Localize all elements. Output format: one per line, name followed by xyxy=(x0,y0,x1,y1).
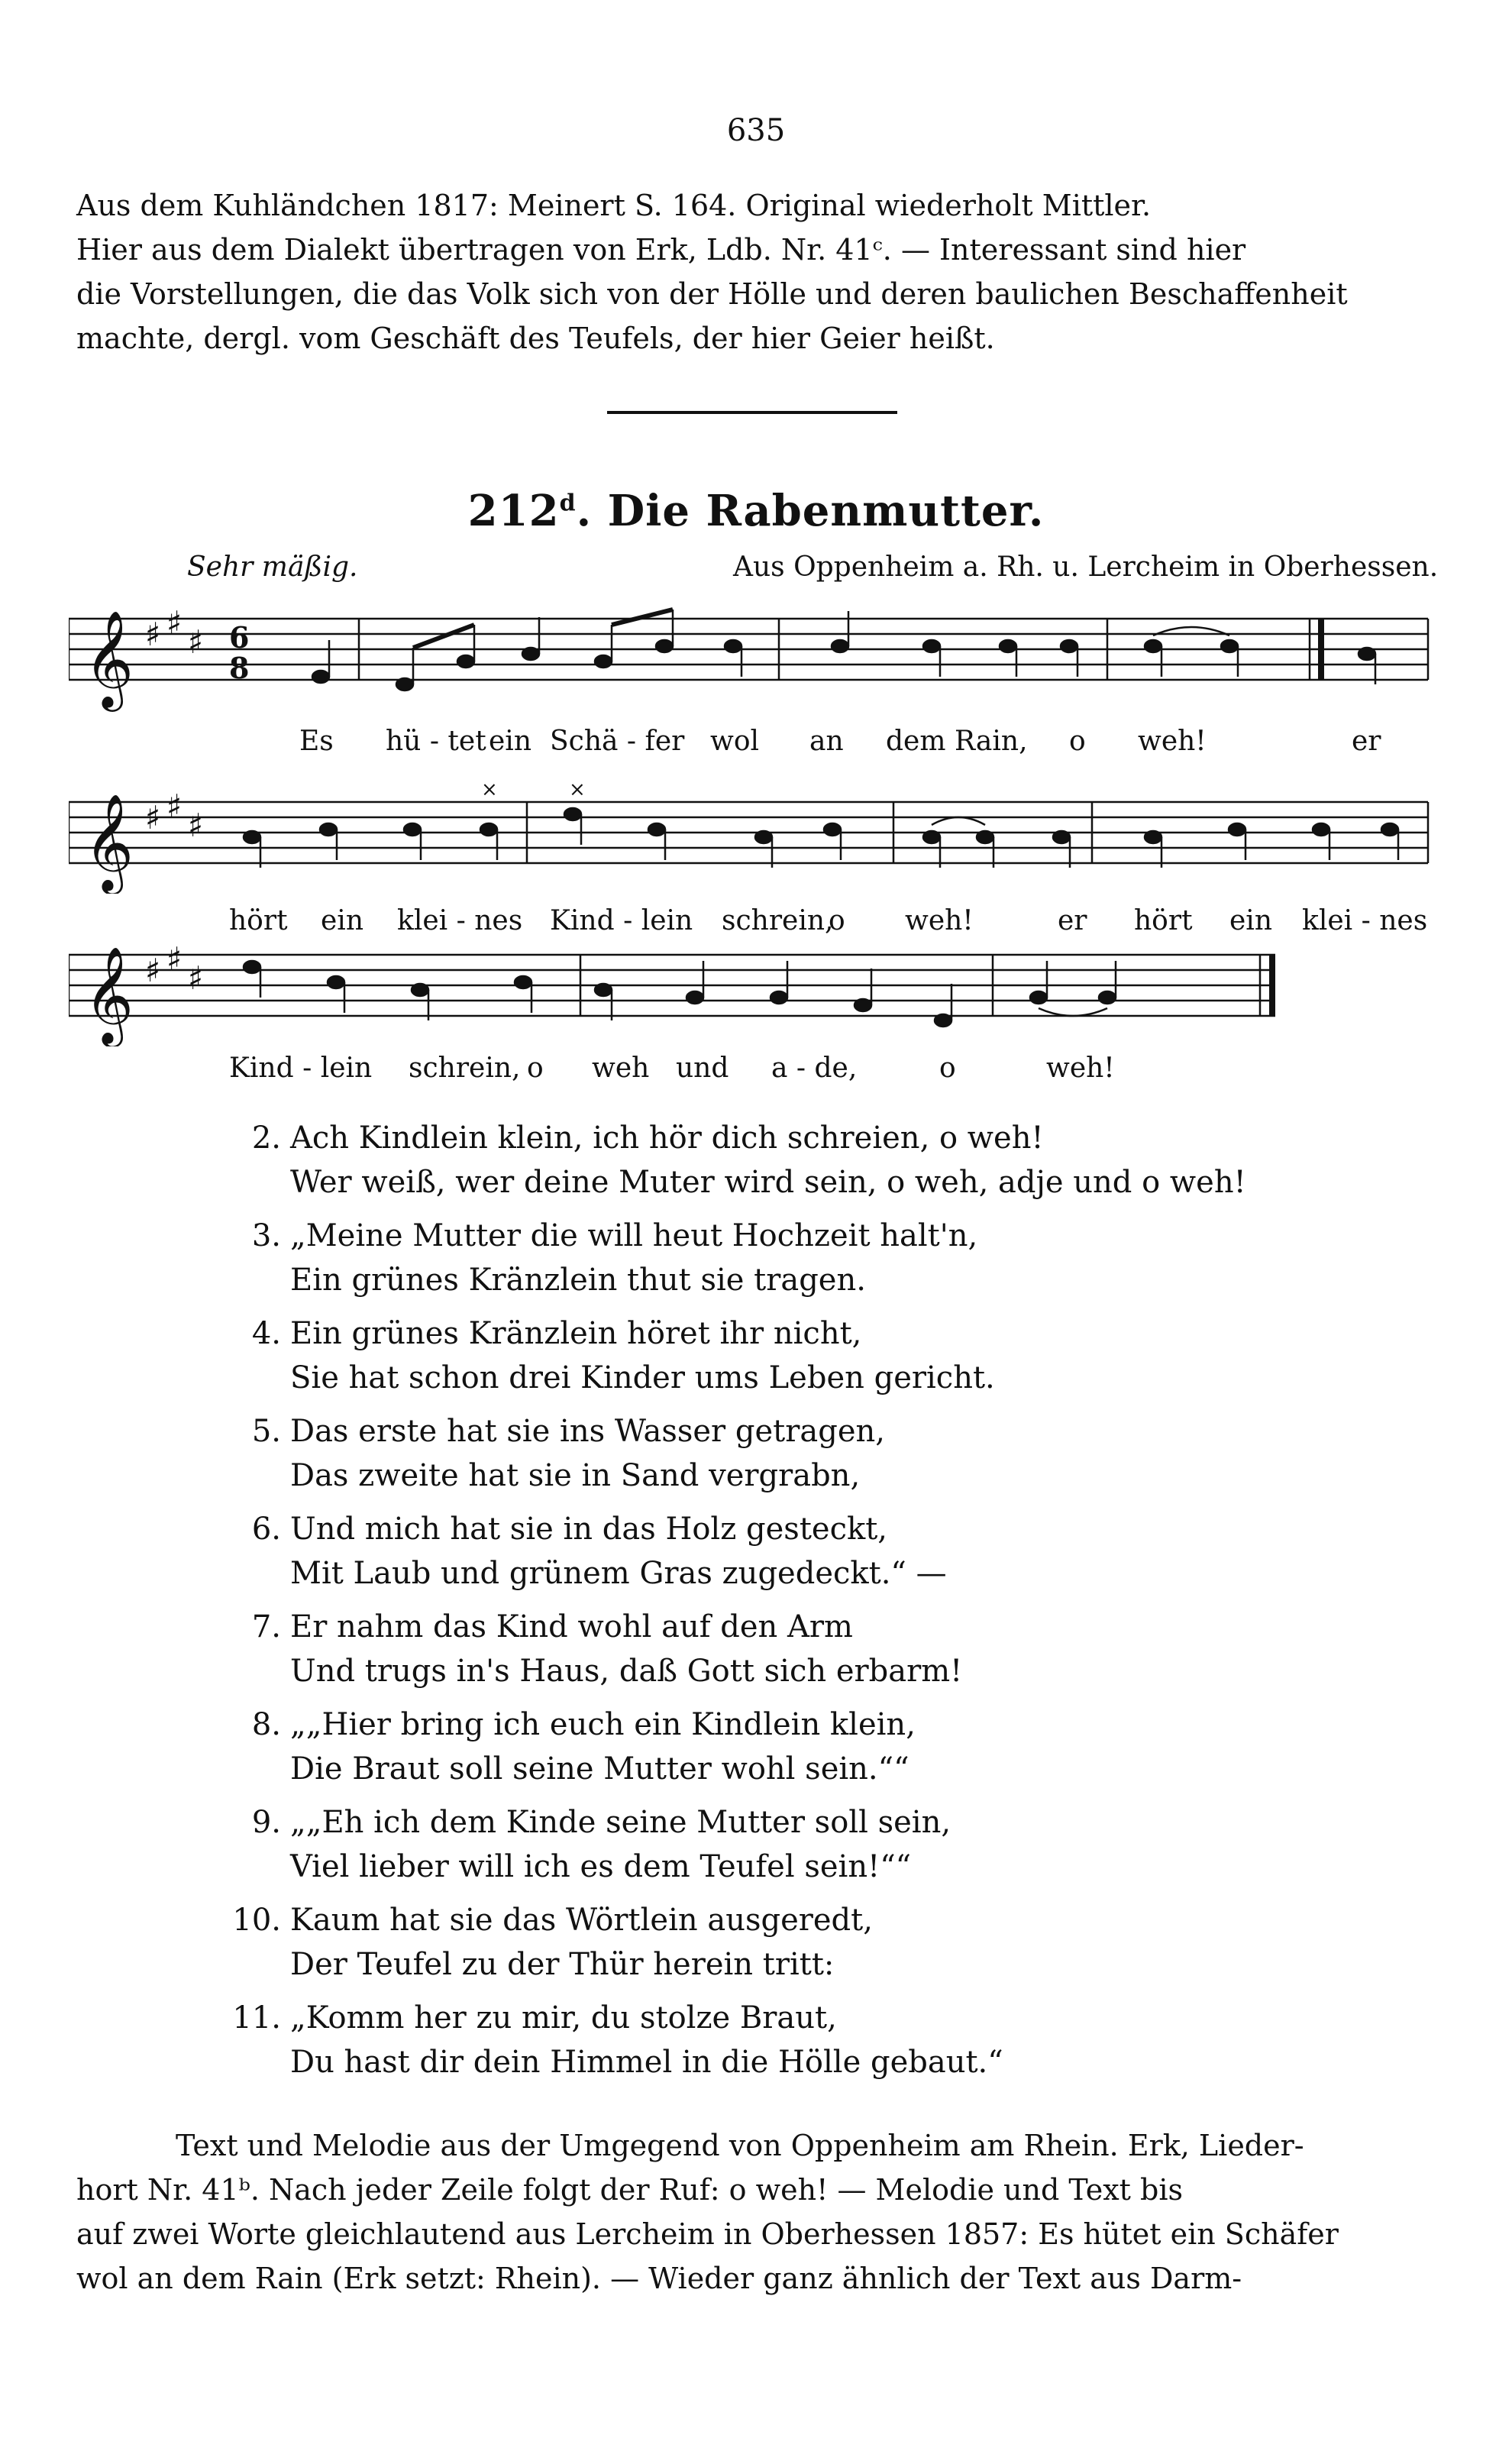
lyric-syllable: weh xyxy=(592,1053,650,1084)
footer-line: hort Nr. 41ᵇ. Nach jeder Zeile folgt der Ruf: o weh! — Melodie und Text bis xyxy=(76,2173,1184,2207)
lyric-syllable: er xyxy=(1058,905,1087,936)
verse-line: „Meine Mutter die will heut Hochzeit halt'n, xyxy=(290,1218,978,1253)
verse-line: Der Teufel zu der Thür herein tritt: xyxy=(290,1947,835,1982)
verse-number: 8. xyxy=(251,1707,281,1742)
song-title: 212$^d$. Die Rabenmutter. xyxy=(467,486,1045,536)
verse-line: „Komm her zu mir, du stolze Braut, xyxy=(290,2000,837,2036)
sharp-icon: ♯ xyxy=(166,604,183,642)
footer-line: auf zwei Worte gleichlautend aus Lercheim in Oberhessen 1857: Es hütet ein Schäfer xyxy=(76,2217,1339,2251)
treble-clef-icon: 𝄞 xyxy=(84,793,134,891)
lyric-syllable: ein xyxy=(1229,905,1273,936)
music-staff-1 xyxy=(69,603,1443,718)
lyric-syllable: o xyxy=(527,1053,544,1084)
lyric-syllable: Rain, xyxy=(955,726,1028,757)
lyric-syllable: ein xyxy=(489,726,532,757)
lyric-syllable: hü - tet xyxy=(386,726,486,757)
intro-line: Hier aus dem Dialekt übertragen von Erk, Ldb. Nr. 41ᶜ. — Interessant sind hier xyxy=(76,233,1246,267)
verse-line: Viel lieber will ich es dem Teufel sein!““ xyxy=(290,1849,912,1884)
verse-line: „„Hier bring ich euch ein Kindlein klein, xyxy=(290,1707,916,1742)
sharp-icon: ♯ xyxy=(145,616,161,653)
svg-text:×: × xyxy=(481,779,498,801)
lyric-syllable: wol xyxy=(710,726,760,757)
verse-number: 3. xyxy=(251,1218,281,1253)
music-staff-3 xyxy=(69,932,1443,1046)
lyrics-line-3 xyxy=(0,1053,1512,1091)
verse-line: Kaum hat sie das Wörtlein ausgeredt, xyxy=(290,1903,873,1938)
svg-text:×: × xyxy=(569,779,586,801)
lyric-syllable: schrein, xyxy=(409,1053,521,1084)
verse-number: 6. xyxy=(251,1512,281,1547)
lyric-syllable: hört xyxy=(229,905,288,936)
lyric-syllable: und xyxy=(676,1053,729,1084)
verse-line: Und mich hat sie in das Holz gesteckt, xyxy=(290,1512,887,1547)
verse-number: 5. xyxy=(251,1414,281,1449)
treble-clef-icon: 𝄞 xyxy=(84,946,134,1043)
sharp-icon: ♯ xyxy=(188,807,204,844)
lyric-syllable: o xyxy=(1069,726,1086,757)
page-number: 635 xyxy=(726,113,786,148)
verse-line: Und trugs in's Haus, daß Gott sich erbarm! xyxy=(290,1654,963,1689)
footer-line: wol an dem Rain (Erk setzt: Rhein). — Wieder ganz ähnlich der Text aus Darm- xyxy=(76,2262,1242,2295)
lyric-syllable: hört xyxy=(1134,905,1193,936)
footer-paragraph xyxy=(76,2123,1436,2301)
lyric-syllable: ein xyxy=(321,905,364,936)
verse-line: Die Braut soll seine Mutter wohl sein.““ xyxy=(290,1751,909,1787)
lyric-syllable: o xyxy=(939,1053,956,1084)
song-number: 212 xyxy=(467,486,560,536)
sharp-icon: ♯ xyxy=(188,623,204,661)
intro-line: machte, dergl. vom Geschäft des Teufels, der hier Geier heißt. xyxy=(76,322,995,355)
treble-clef-icon: 𝄞 xyxy=(84,610,134,707)
music-staff-2 xyxy=(69,779,1443,894)
verse-line: Ein grünes Kränzlein thut sie tragen. xyxy=(290,1263,866,1298)
verse-line: Das zweite hat sie in Sand vergrabn, xyxy=(290,1458,861,1493)
intro-line: die Vorstellungen, die das Volk sich von der Hölle und deren baulichen Beschaffenheit xyxy=(76,277,1348,311)
footer-line: Text und Melodie aus der Umgegend von Oppenheim am Rhein. Erk, Lieder- xyxy=(176,2129,1304,2162)
lyric-syllable: Schä - fer xyxy=(550,726,685,757)
lyric-syllable: o xyxy=(829,905,845,936)
song-number-suffix: d xyxy=(559,490,577,517)
lyric-syllable: weh! xyxy=(1138,726,1207,757)
verse-line: „„Eh ich dem Kinde seine Mutter soll sein, xyxy=(290,1805,951,1840)
lyric-syllable: Kind - lein xyxy=(550,905,693,936)
song-title-text: Die Rabenmutter. xyxy=(607,486,1045,536)
intro-line: Aus dem Kuhländchen 1817: Meinert S. 164. Original wiederholt Mittler. xyxy=(76,189,1152,222)
lyric-syllable: dem xyxy=(886,726,946,757)
verse-number: 2. xyxy=(251,1121,281,1156)
lyric-syllable: weh! xyxy=(1046,1053,1115,1084)
song-origin: Aus Oppenheim a. Rh. u. Lercheim in Oberhessen. xyxy=(733,551,1439,583)
time-sig-numerator: 6 xyxy=(229,620,250,655)
lyric-syllable: schrein, xyxy=(722,905,834,936)
verse-line: Ach Kindlein klein, ich hör dich schreien, o weh! xyxy=(290,1121,1044,1156)
lyric-syllable: weh! xyxy=(905,905,974,936)
verse-number: 9. xyxy=(251,1805,281,1840)
verses-list xyxy=(0,1115,1512,2093)
verse-line: Mit Laub und grünem Gras zugedeckt.“ — xyxy=(290,1556,947,1591)
sharp-icon: ♯ xyxy=(188,959,204,997)
sharp-icon: ♯ xyxy=(166,940,183,978)
verse-number: 7. xyxy=(251,1609,281,1644)
section-divider xyxy=(607,411,897,414)
verse-line: Ein grünes Kränzlein höret ihr nicht, xyxy=(290,1316,862,1351)
lyric-syllable: Es xyxy=(299,726,334,757)
verse-number: 11. xyxy=(232,2000,281,2036)
verse-line: Das erste hat sie ins Wasser getragen, xyxy=(290,1414,885,1449)
lyric-syllable: an xyxy=(809,726,844,757)
tempo-marking: Sehr mäßig. xyxy=(187,551,358,583)
lyrics-line-1 xyxy=(0,726,1512,764)
verse-number: 10. xyxy=(232,1903,281,1938)
verse-number: 4. xyxy=(251,1316,281,1351)
lyric-syllable: a - de, xyxy=(771,1053,858,1084)
time-sig-denominator: 8 xyxy=(229,651,250,685)
lyric-syllable: klei - nes xyxy=(1302,905,1428,936)
lyric-syllable: er xyxy=(1352,726,1381,757)
lyric-syllable: klei - nes xyxy=(397,905,523,936)
verse-line: Sie hat schon drei Kinder ums Leben gericht. xyxy=(290,1360,995,1395)
sharp-icon: ♯ xyxy=(145,799,161,836)
verse-line: Er nahm das Kind wohl auf den Arm xyxy=(290,1609,853,1644)
intro-paragraph xyxy=(76,183,1436,361)
sharp-icon: ♯ xyxy=(166,787,183,825)
verse-line: Du hast dir dein Himmel in die Hölle gebaut.“ xyxy=(290,2045,1003,2080)
sharp-icon: ♯ xyxy=(145,952,161,989)
verse-line: Wer weiß, wer deine Muter wird sein, o weh, adje und o weh! xyxy=(290,1165,1246,1200)
lyric-syllable: Kind - lein xyxy=(229,1053,373,1084)
